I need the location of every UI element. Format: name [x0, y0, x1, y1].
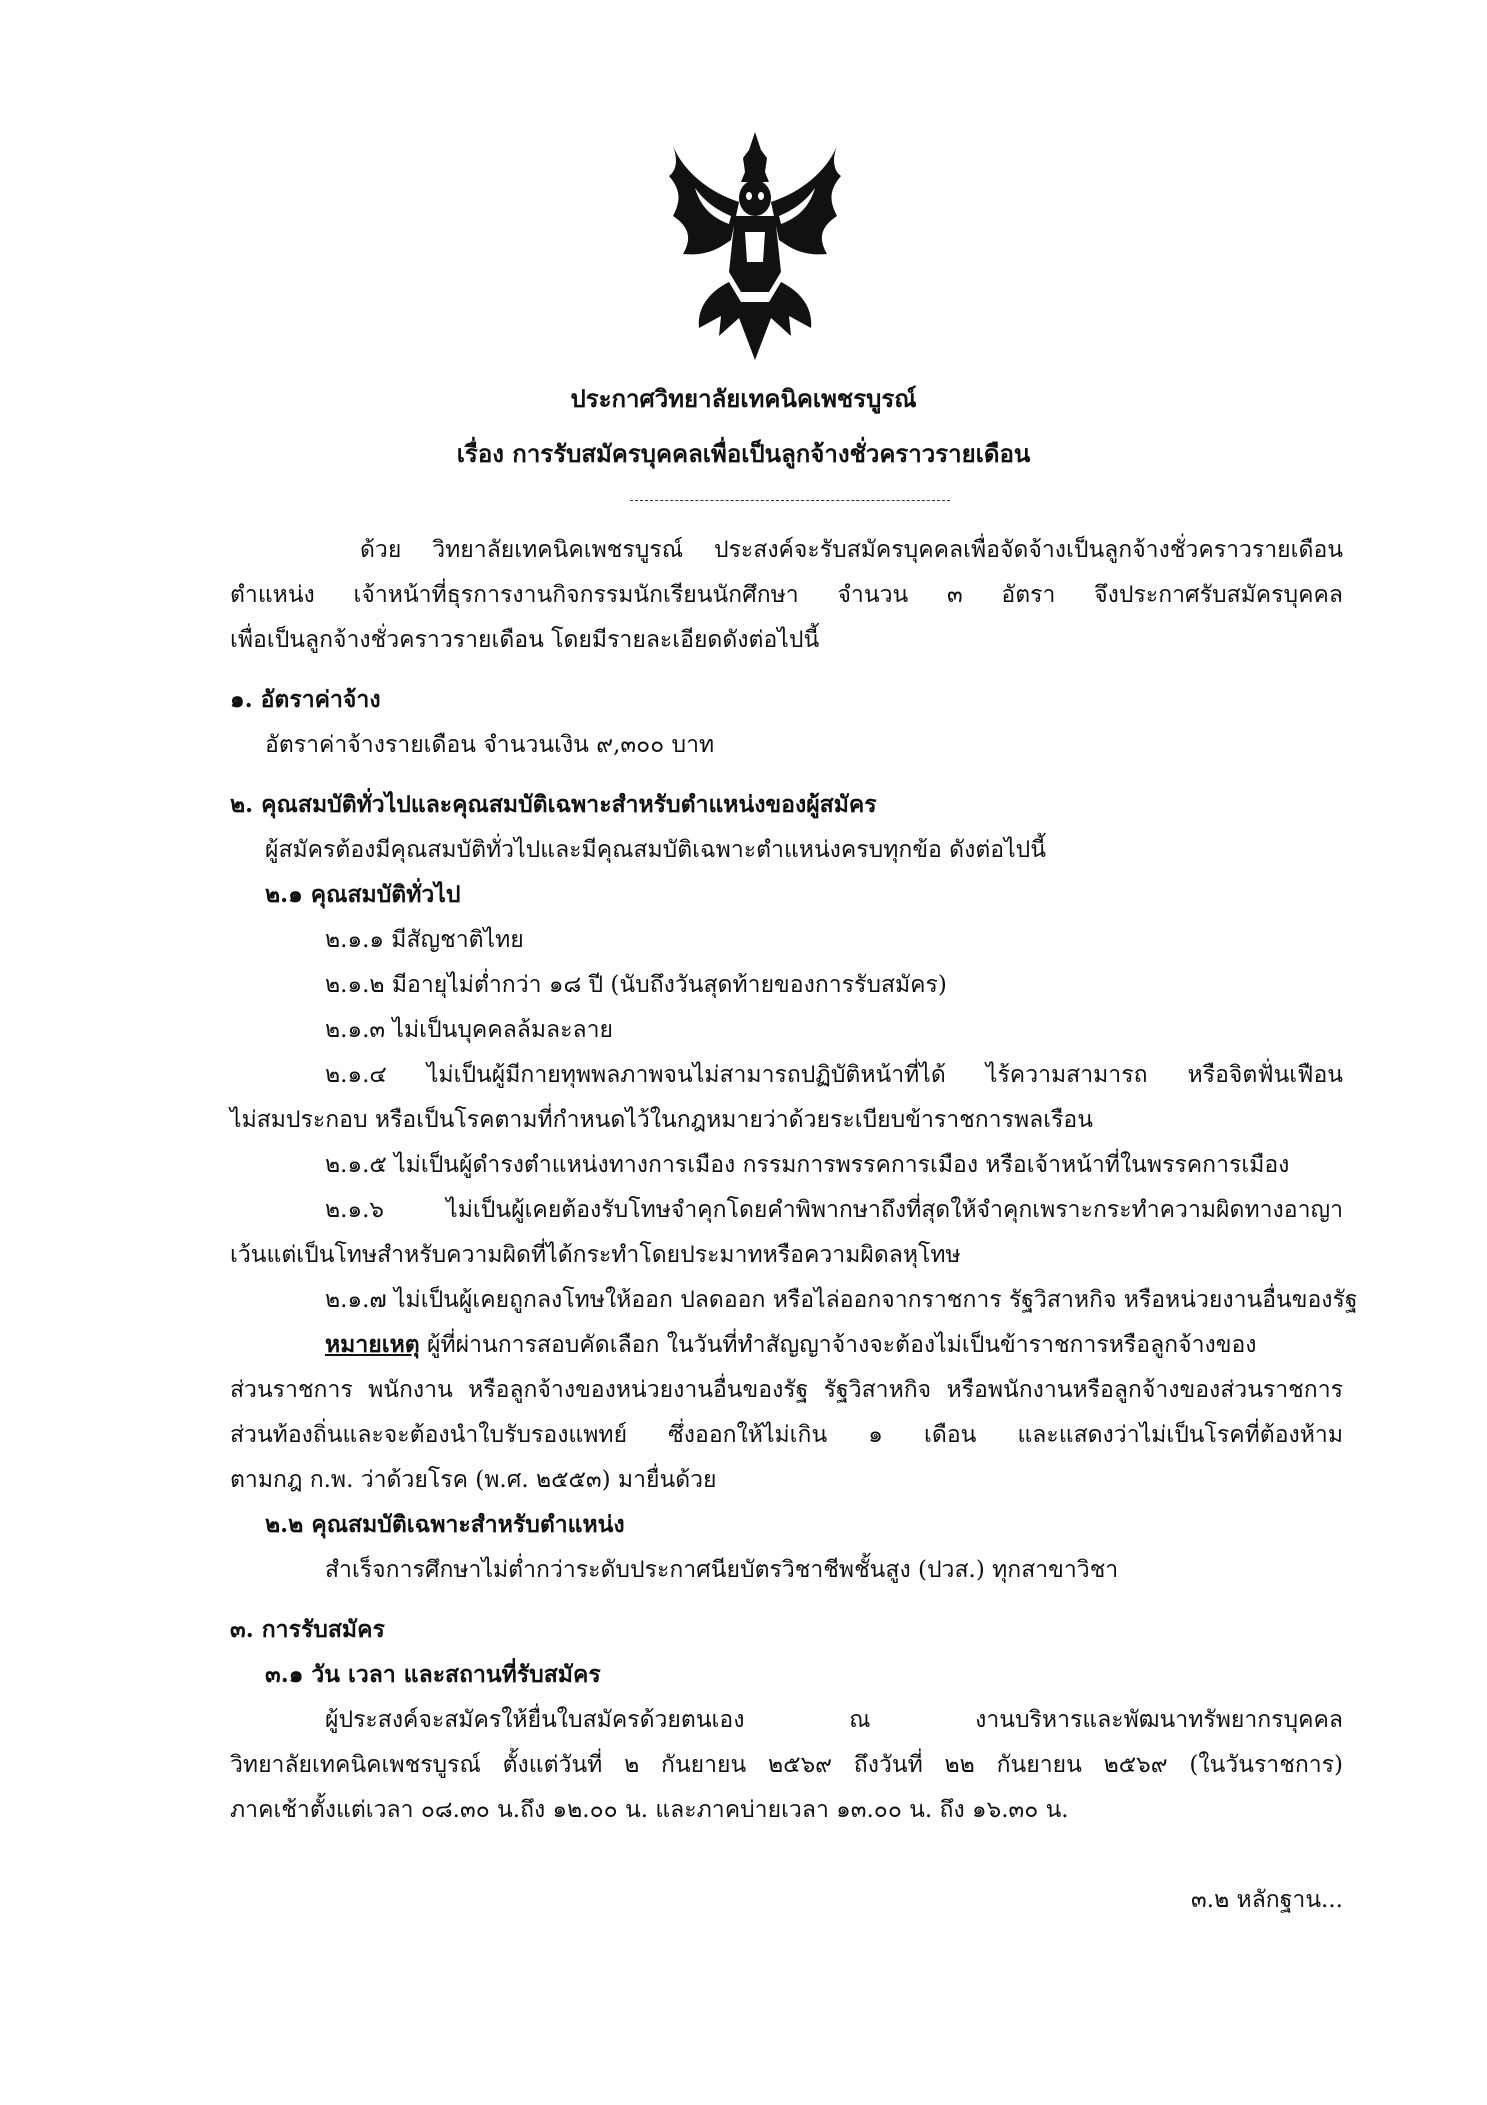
section-2-body: ผู้สมัครต้องมีคุณสมบัติทั่วไปและมีคุณสมบัติเฉพาะตำแหน่งครบทุกข้อ ดังต่อไปนี้ [265, 837, 1046, 863]
item-2-1-7: ๒.๑.๗ ไม่เป็นผู้เคยถูกลงโทษให้ออก ปลดออก หรือไล่ออกจากราชการ รัฐวิสาหกิจ หรือหน่วยงานอื่นของรัฐ [325, 1287, 1358, 1313]
announcement-title: ประกาศวิทยาลัยเทคนิคเพชรบูรณ์ [570, 384, 917, 413]
note-line-3: ส่วนท้องถิ่นและจะต้องนำใบรับรองแพทย์ ซึ่งออกให้ไม่เกิน ๑ เดือน และแสดงว่าไม่เป็นโรคที่ต้องห้าม [230, 1422, 1343, 1448]
item-2-1-2: ๒.๑.๒ มีอายุไม่ต่ำกว่า ๑๘ ปี (นับถึงวันสุดท้ายของการรับสมัคร) [325, 972, 947, 998]
note-label: หมายเหตุ [325, 1331, 420, 1358]
item-2-1-1: ๒.๑.๑ มีสัญชาติไทย [325, 927, 524, 953]
item-2-1-3: ๒.๑.๓ ไม่เป็นบุคคลล้มละลาย [325, 1017, 613, 1043]
section-3-heading: ๓. การรับสมัคร [230, 1616, 385, 1643]
section-3-1-line-3: ภาคเช้าตั้งแต่เวลา ๐๘.๓๐ น.ถึง ๑๒.๐๐ น. และภาคบ่ายเวลา ๑๓.๐๐ น. ถึง ๑๖.๓๐ น. [230, 1797, 1069, 1823]
section-2-1-heading: ๒.๑ คุณสมบัติทั่วไป [265, 881, 461, 908]
continued-marker: ๓.๒ หลักฐาน... [1191, 1887, 1343, 1913]
note-line-4: ตามกฎ ก.พ. ว่าด้วยโรค (พ.ศ. ๒๕๕๓) มายื่นด้วย [230, 1467, 717, 1493]
intro-line-1: ด้วย วิทยาลัยเทคนิคเพชรบูรณ์ ประสงค์จะรับสมัครบุคคลเพื่อจัดจ้างเป็นลูกจ้างชั่วคราวรายเดือน [360, 537, 1343, 563]
garuda-emblem-icon [669, 132, 841, 360]
item-2-1-6-line-2: เว้นแต่เป็นโทษสำหรับความผิดที่ได้กระทำโดยประมาทหรือความผิดลหุโทษ [230, 1242, 961, 1268]
section-1-body: อัตราค่าจ้างรายเดือน จำนวนเงิน ๙,๓๐๐ บาท [265, 732, 715, 758]
note-text: ผู้ที่ผ่านการสอบคัดเลือก ในวันที่ทำสัญญาจ้างจะต้องไม่เป็นข้าราชการหรือลูกจ้างของ [419, 1332, 1257, 1358]
section-2-heading: ๒. คุณสมบัติทั่วไปและคุณสมบัติเฉพาะสำหรับตำแหน่งของผู้สมัคร [230, 791, 877, 818]
note-line-1 [325, 1330, 1343, 1360]
section-2-2-heading: ๒.๒ คุณสมบัติเฉพาะสำหรับตำแหน่ง [265, 1511, 625, 1538]
section-3-1-line-2: วิทยาลัยเทคนิคเพชรบูรณ์ ตั้งแต่วันที่ ๒ กันยายน ๒๕๖๙ ถึงวันที่ ๒๒ กันยายน ๒๕๖๙ (ในวันราชการ) [230, 1752, 1343, 1778]
section-1-heading: ๑. อัตราค่าจ้าง [230, 686, 381, 713]
intro-line-2: ตำแหน่ง เจ้าหน้าที่ธุรการงานกิจกรรมนักเรียนนักศึกษา จำนวน ๓ อัตรา จึงประกาศรับสมัครบุคคล [230, 582, 1343, 608]
item-2-1-5: ๒.๑.๕ ไม่เป็นผู้ดำรงตำแหน่งทางการเมือง กรรมการพรรคการเมือง หรือเจ้าหน้าที่ในพรรคการเมือง [325, 1152, 1290, 1178]
section-2-2-body: สำเร็จการศึกษาไม่ต่ำกว่าระดับประกาศนียบัตรวิชาชีพชั้นสูง (ปวส.) ทุกสาขาวิชา [325, 1557, 1119, 1583]
section-3-1-line-1: ผู้ประสงค์จะสมัครให้ยื่นใบสมัครด้วยตนเอง ณ งานบริหารและพัฒนาทรัพยากรบุคคล [325, 1707, 1343, 1733]
item-2-1-4-line-1: ๒.๑.๔ ไม่เป็นผู้มีกายทุพพลภาพจนไม่สามารถปฏิบัติหน้าที่ได้ ไร้ความสามารถ หรือจิตฟั่นเฟือน [325, 1062, 1343, 1088]
announcement-subject: เรื่อง การรับสมัครบุคคลเพื่อเป็นลูกจ้างชั่วคราวรายเดือน [456, 439, 1031, 468]
item-2-1-4-line-2: ไม่สมประกอบ หรือเป็นโรคตามที่กำหนดไว้ในกฎหมายว่าด้วยระเบียบข้าราชการพลเรือน [230, 1107, 1093, 1133]
item-2-1-6-line-1: ๒.๑.๖ ไม่เป็นผู้เคยต้องรับโทษจำคุกโดยคำพิพากษาถึงที่สุดให้จำคุกเพราะกระทำความผิดทางอาญา [325, 1197, 1343, 1223]
title-divider [630, 500, 950, 501]
note-line-2: ส่วนราชการ พนักงาน หรือลูกจ้างของหน่วยงานอื่นของรัฐ รัฐวิสาหกิจ หรือพนักงานหรือลูกจ้างของส่วนราชการ [230, 1377, 1343, 1403]
intro-line-3: เพื่อเป็นลูกจ้างชั่วคราวรายเดือน โดยมีรายละเอียดดังต่อไปนี้ [230, 627, 820, 653]
section-3-1-heading: ๓.๑ วัน เวลา และสถานที่รับสมัคร [265, 1661, 601, 1688]
